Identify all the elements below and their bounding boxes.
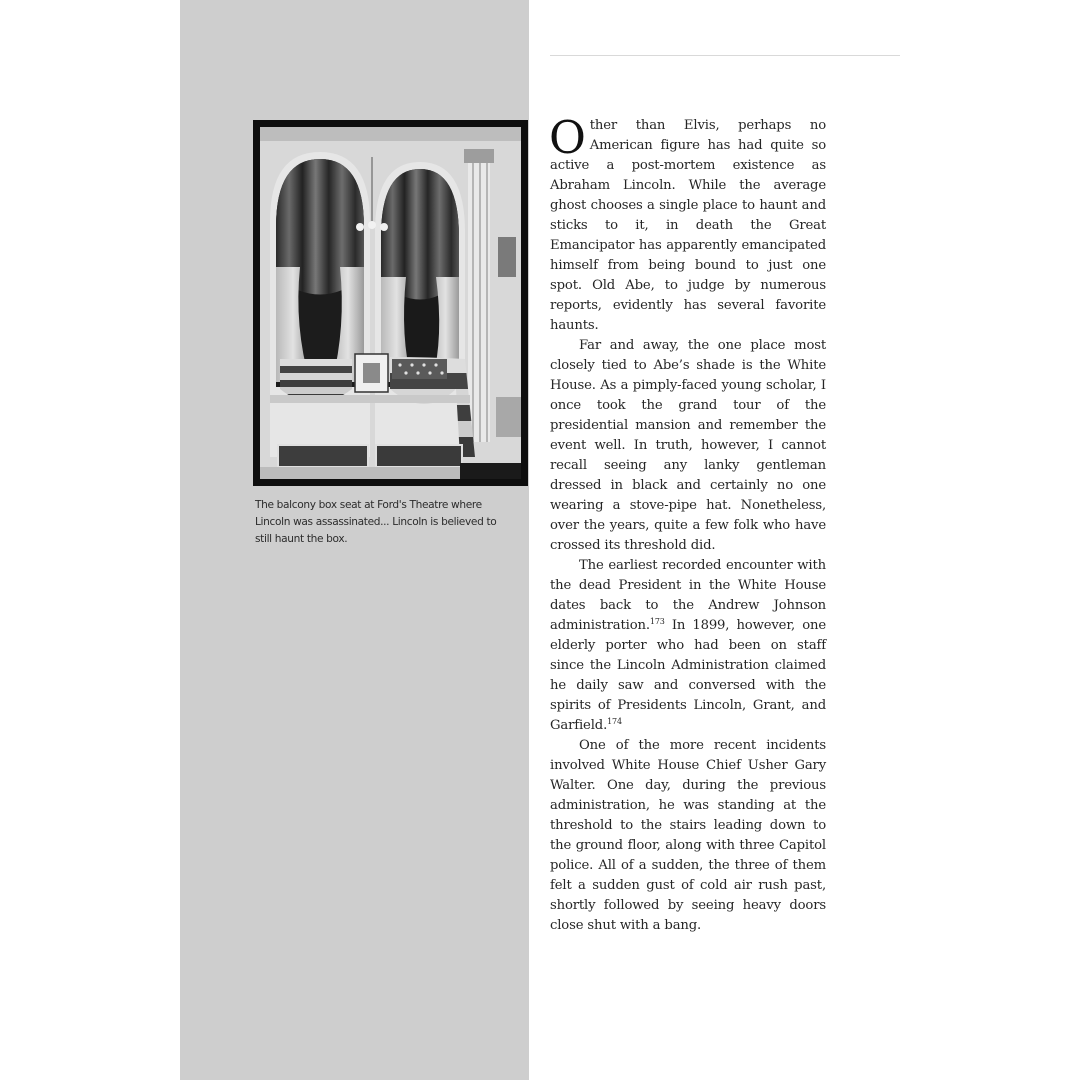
paragraph-3-text-a: The earliest recorded encounter with the dead President in the White House dates back to the Andrew Johnson administration. (550, 558, 826, 633)
paragraph-3-text-b: In 1899, however, one elderly porter who had been on staff since the Lincoln Administration claimed he daily saw and conversed with the spirits of Presidents Lincoln, Grant, and Garfield. (550, 618, 826, 733)
photo-caption: The balcony box seat at Ford's Theatre where Lincoln was assassinated... Lincoln is believed to still haunt the box. (255, 499, 497, 545)
paragraph-3 (550, 556, 826, 736)
drop-cap: O (549, 111, 586, 164)
footnote-ref-173[interactable]: 173 (649, 617, 665, 626)
fords-theatre-photo (253, 120, 528, 486)
footnote-ref-174[interactable]: 174 (607, 717, 622, 726)
header-rule (550, 55, 900, 56)
article-body (549, 111, 826, 936)
paragraph-1 (549, 111, 826, 336)
balcony-box-illustration (260, 127, 521, 479)
paragraph-1-text: ther than Elvis, perhaps no American figure has had quite so active a post-mortem existence as Abraham Lincoln. While the average ghost chooses a single place to haunt and sticks to it, in death the Great Emancipator has apparently emancipated himself from being bound to just one spot. Old Abe, to judge by numerous reports, evidently has several favorite haunts. (550, 118, 826, 333)
paragraph-2: Far and away, the one place most closely tied to Abe’s shade is the White House. As a pimply-faced young scholar, I once took the grand tour of the presidential mansion and remember the event well. In truth, however, I cannot recall seeing any lanky gentleman dressed in black and certainly no one wearing a stove-pipe hat. Nonetheless, over the years, quite a few folk who have crossed its threshold did. (550, 338, 826, 553)
paragraph-4: One of the more recent incidents involved White House Chief Usher Gary Walter. One day, during the previous administration, he was standing at the threshold to the stairs leading down to the ground floor, along with three Capitol police. All of a sudden, the three of them felt a sudden gust of cold air rush past, shortly followed by seeing heavy doors close shut with a bang. (550, 738, 826, 933)
